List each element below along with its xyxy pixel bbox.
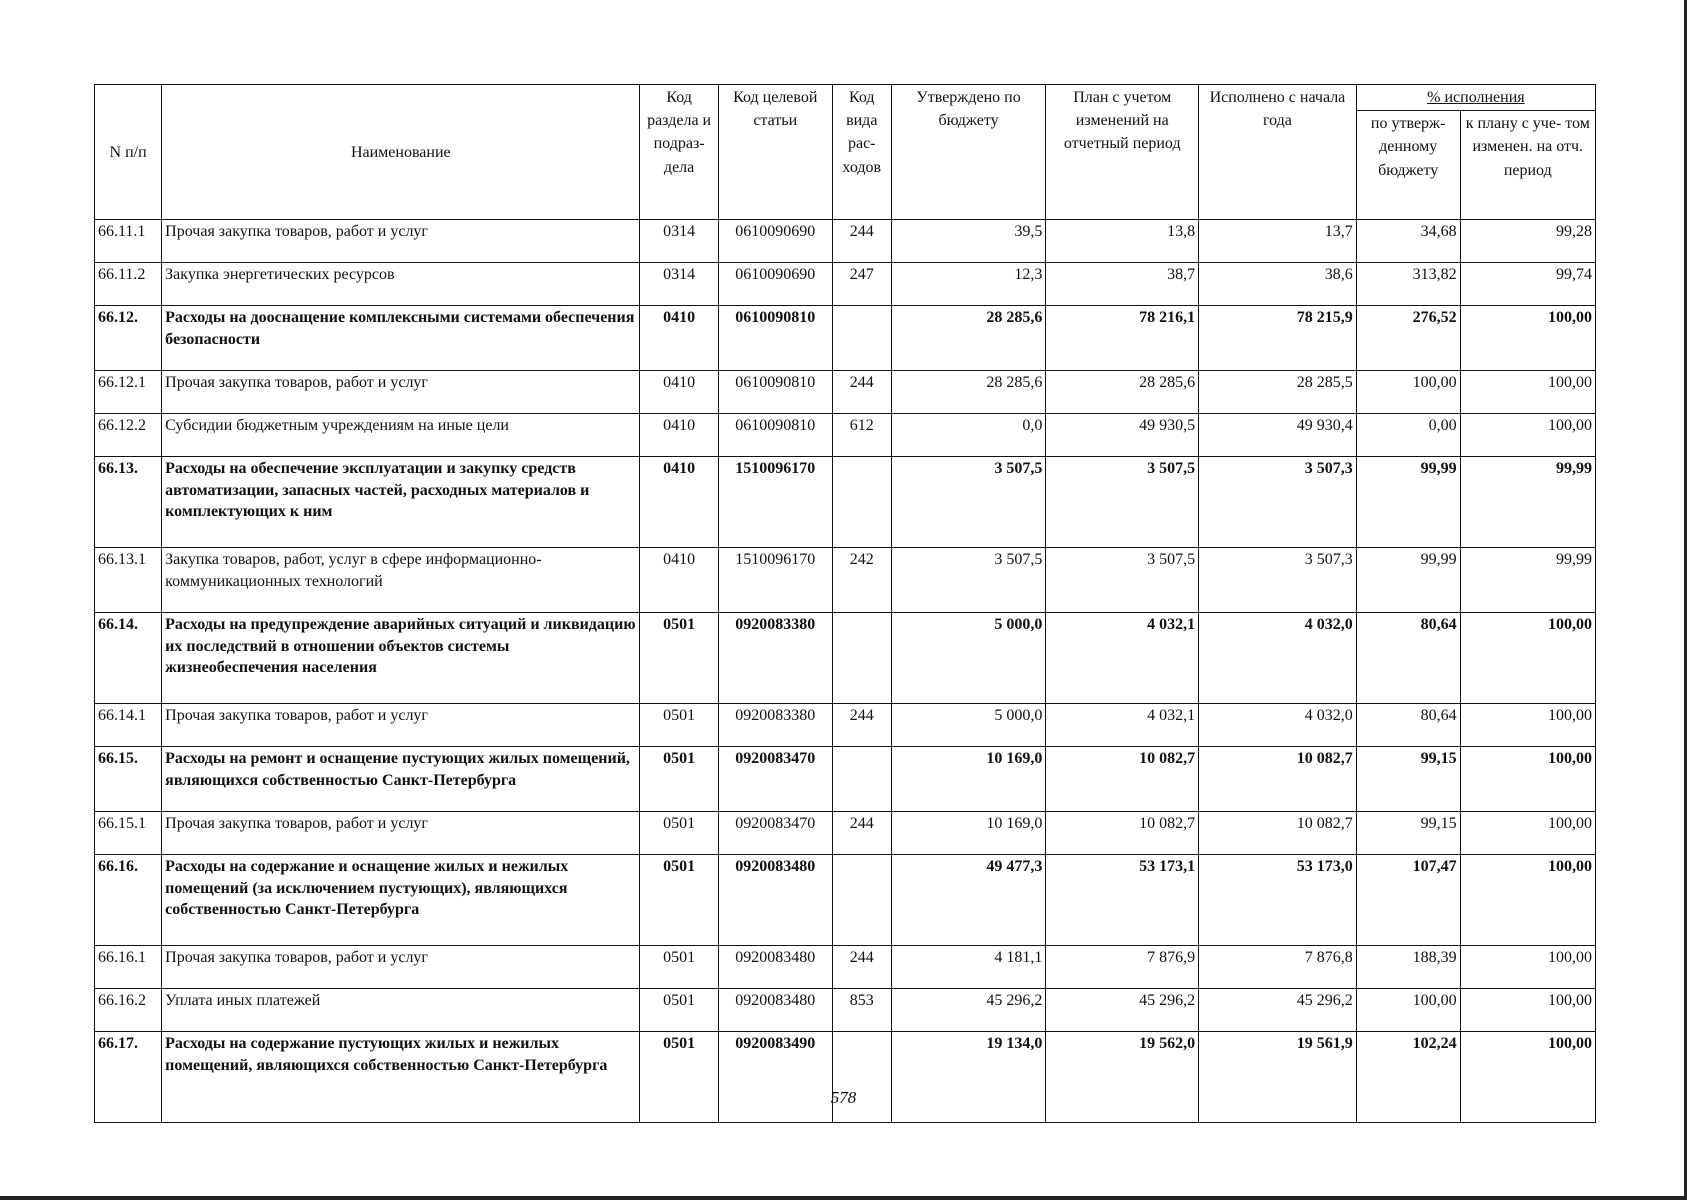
row-section-code: 0501 [640, 989, 718, 1032]
row-expense-code: 853 [832, 989, 891, 1032]
row-section-code: 0501 [640, 747, 718, 812]
row-approved: 10 169,0 [891, 747, 1046, 812]
row-plan: 38,7 [1046, 263, 1199, 306]
row-number: 66.16.2 [95, 989, 162, 1032]
row-number: 66.12. [95, 306, 162, 371]
row-section-code: 0501 [640, 613, 718, 704]
row-approved: 4 181,1 [891, 946, 1046, 989]
table-row [95, 704, 1596, 747]
row-section-code: 0314 [640, 220, 718, 263]
row-expense-code [832, 457, 891, 548]
table-row [95, 414, 1596, 457]
row-expense-code [832, 306, 891, 371]
row-section-code: 0501 [640, 812, 718, 855]
table-row [95, 263, 1596, 306]
row-number: 66.14.1 [95, 704, 162, 747]
row-plan: 4 032,1 [1046, 613, 1199, 704]
header-name: Наименование [162, 85, 640, 220]
table-row [95, 548, 1596, 613]
row-plan: 45 296,2 [1046, 989, 1199, 1032]
row-plan: 78 216,1 [1046, 306, 1199, 371]
table-row [95, 220, 1596, 263]
row-number: 66.16.1 [95, 946, 162, 989]
row-section-code: 0501 [640, 946, 718, 989]
row-number: 66.13.1 [95, 548, 162, 613]
scan-edge-bottom [0, 1196, 1687, 1200]
row-pct-budget: 0,00 [1356, 414, 1460, 457]
budget-execution-table [94, 84, 1596, 1123]
row-approved: 49 477,3 [891, 855, 1046, 946]
row-target-code: 0920083380 [718, 613, 832, 704]
row-pct-budget: 80,64 [1356, 613, 1460, 704]
row-name: Прочая закупка товаров, работ и услуг [162, 946, 640, 989]
header-expense-code: Код вида рас- ходов [832, 85, 891, 220]
row-expense-code: 244 [832, 704, 891, 747]
row-name: Расходы на содержание и оснащение жилых и нежилых помещений (за исключением пустующих), являющихся собственностью Санкт-Петербурга [162, 855, 640, 946]
row-executed: 13,7 [1199, 220, 1357, 263]
row-number: 66.15.1 [95, 812, 162, 855]
row-plan: 49 930,5 [1046, 414, 1199, 457]
header-pct-plan: к плану с уче- том изменен. на отч. период [1460, 111, 1595, 220]
row-plan: 3 507,5 [1046, 548, 1199, 613]
row-expense-code: 247 [832, 263, 891, 306]
row-approved: 39,5 [891, 220, 1046, 263]
row-pct-budget: 313,82 [1356, 263, 1460, 306]
table-row [95, 306, 1596, 371]
row-name: Расходы на содержание пустующих жилых и нежилых помещений, являющихся собственностью Санкт-Петербурга [162, 1032, 640, 1123]
row-name: Прочая закупка товаров, работ и услуг [162, 812, 640, 855]
row-pct-plan: 100,00 [1460, 1032, 1595, 1123]
row-pct-budget: 99,99 [1356, 457, 1460, 548]
row-target-code: 0920083480 [718, 855, 832, 946]
header-num: N п/п [95, 85, 162, 220]
row-approved: 3 507,5 [891, 548, 1046, 613]
row-approved: 45 296,2 [891, 989, 1046, 1032]
row-pct-plan: 100,00 [1460, 989, 1595, 1032]
header-section-code: Код раздела и подраз- дела [640, 85, 718, 220]
row-section-code: 0410 [640, 457, 718, 548]
row-executed: 3 507,3 [1199, 457, 1357, 548]
row-executed: 49 930,4 [1199, 414, 1357, 457]
table-row [95, 812, 1596, 855]
header-plan: План с учетом изменений на отчетный период [1046, 85, 1199, 220]
row-executed: 45 296,2 [1199, 989, 1357, 1032]
row-executed: 10 082,7 [1199, 812, 1357, 855]
table-row [95, 855, 1596, 946]
row-section-code: 0501 [640, 1032, 718, 1123]
row-executed: 4 032,0 [1199, 704, 1357, 747]
row-pct-budget: 102,24 [1356, 1032, 1460, 1123]
row-expense-code: 244 [832, 220, 891, 263]
table-row [95, 1032, 1596, 1123]
row-approved: 19 134,0 [891, 1032, 1046, 1123]
row-expense-code: 242 [832, 548, 891, 613]
table-row [95, 613, 1596, 704]
row-target-code: 0920083380 [718, 704, 832, 747]
row-number: 66.11.2 [95, 263, 162, 306]
row-expense-code: 244 [832, 812, 891, 855]
row-target-code: 0610090690 [718, 220, 832, 263]
row-name: Расходы на дооснащение комплексными системами обеспечения безопасности [162, 306, 640, 371]
row-target-code: 1510096170 [718, 548, 832, 613]
row-pct-plan: 100,00 [1460, 946, 1595, 989]
row-plan: 4 032,1 [1046, 704, 1199, 747]
row-executed: 28 285,5 [1199, 371, 1357, 414]
row-pct-plan: 100,00 [1460, 704, 1595, 747]
row-approved: 5 000,0 [891, 704, 1046, 747]
table-row [95, 946, 1596, 989]
row-name: Прочая закупка товаров, работ и услуг [162, 371, 640, 414]
header-executed: Исполнено с начала года [1199, 85, 1357, 220]
row-pct-budget: 34,68 [1356, 220, 1460, 263]
row-section-code: 0314 [640, 263, 718, 306]
row-executed: 3 507,3 [1199, 548, 1357, 613]
row-expense-code: 612 [832, 414, 891, 457]
row-pct-plan: 99,99 [1460, 457, 1595, 548]
row-number: 66.14. [95, 613, 162, 704]
row-section-code: 0501 [640, 704, 718, 747]
row-pct-plan: 100,00 [1460, 855, 1595, 946]
row-pct-plan: 100,00 [1460, 613, 1595, 704]
table-row [95, 457, 1596, 548]
header-pct-budget: по утверж- денному бюджету [1356, 111, 1460, 220]
page-number: 578 [830, 1088, 857, 1107]
row-pct-plan: 100,00 [1460, 414, 1595, 457]
row-name: Уплата иных платежей [162, 989, 640, 1032]
row-pct-plan: 99,74 [1460, 263, 1595, 306]
row-pct-budget: 99,15 [1356, 747, 1460, 812]
row-plan: 7 876,9 [1046, 946, 1199, 989]
row-pct-budget: 276,52 [1356, 306, 1460, 371]
row-pct-budget: 99,15 [1356, 812, 1460, 855]
row-number: 66.13. [95, 457, 162, 548]
row-approved: 28 285,6 [891, 306, 1046, 371]
row-pct-plan: 99,28 [1460, 220, 1595, 263]
row-target-code: 0920083480 [718, 989, 832, 1032]
row-target-code: 0920083480 [718, 946, 832, 989]
row-section-code: 0501 [640, 855, 718, 946]
row-pct-budget: 80,64 [1356, 704, 1460, 747]
row-number: 66.11.1 [95, 220, 162, 263]
row-section-code: 0410 [640, 548, 718, 613]
row-name: Расходы на ремонт и оснащение пустующих жилых помещений, являющихся собственностью Санкт-Петербурга [162, 747, 640, 812]
row-executed: 78 215,9 [1199, 306, 1357, 371]
row-approved: 3 507,5 [891, 457, 1046, 548]
row-name: Прочая закупка товаров, работ и услуг [162, 704, 640, 747]
row-pct-budget: 107,47 [1356, 855, 1460, 946]
row-pct-budget: 188,39 [1356, 946, 1460, 989]
row-approved: 12,3 [891, 263, 1046, 306]
header-target-code: Код целевой статьи [718, 85, 832, 220]
row-expense-code [832, 613, 891, 704]
row-number: 66.17. [95, 1032, 162, 1123]
row-name: Закупка товаров, работ, услуг в сфере информационно-коммуникационных технологий [162, 548, 640, 613]
row-target-code: 1510096170 [718, 457, 832, 548]
row-executed: 53 173,0 [1199, 855, 1357, 946]
row-name: Субсидии бюджетным учреждениям на иные цели [162, 414, 640, 457]
row-section-code: 0410 [640, 371, 718, 414]
table-row [95, 989, 1596, 1032]
row-name: Прочая закупка товаров, работ и услуг [162, 220, 640, 263]
row-pct-budget: 100,00 [1356, 989, 1460, 1032]
row-target-code: 0920083490 [718, 1032, 832, 1123]
table-row [95, 747, 1596, 812]
row-plan: 28 285,6 [1046, 371, 1199, 414]
row-expense-code [832, 1032, 891, 1123]
row-name: Расходы на обеспечение эксплуатации и закупку средств автоматизации, запасных частей, расходных материалов и комплектующих к ним [162, 457, 640, 548]
row-approved: 28 285,6 [891, 371, 1046, 414]
row-pct-plan: 99,99 [1460, 548, 1595, 613]
row-executed: 10 082,7 [1199, 747, 1357, 812]
row-section-code: 0410 [640, 414, 718, 457]
row-section-code: 0410 [640, 306, 718, 371]
table-row [95, 371, 1596, 414]
row-pct-plan: 100,00 [1460, 371, 1595, 414]
row-name: Расходы на предупреждение аварийных ситуаций и ликвидацию их последствий в отношении объектов системы жизнеобеспечения населения [162, 613, 640, 704]
row-number: 66.16. [95, 855, 162, 946]
row-target-code: 0920083470 [718, 812, 832, 855]
row-executed: 4 032,0 [1199, 613, 1357, 704]
row-target-code: 0920083470 [718, 747, 832, 812]
row-plan: 10 082,7 [1046, 747, 1199, 812]
row-approved: 10 169,0 [891, 812, 1046, 855]
row-plan: 3 507,5 [1046, 457, 1199, 548]
row-number: 66.12.1 [95, 371, 162, 414]
row-target-code: 0610090810 [718, 371, 832, 414]
row-approved: 0,0 [891, 414, 1046, 457]
row-pct-budget: 100,00 [1356, 371, 1460, 414]
row-executed: 7 876,8 [1199, 946, 1357, 989]
row-plan: 10 082,7 [1046, 812, 1199, 855]
row-pct-plan: 100,00 [1460, 747, 1595, 812]
row-expense-code [832, 855, 891, 946]
row-plan: 53 173,1 [1046, 855, 1199, 946]
row-executed: 19 561,9 [1199, 1032, 1357, 1123]
row-expense-code: 244 [832, 371, 891, 414]
row-name: Закупка энергетических ресурсов [162, 263, 640, 306]
row-target-code: 0610090810 [718, 414, 832, 457]
row-expense-code [832, 747, 891, 812]
row-executed: 38,6 [1199, 263, 1357, 306]
row-pct-plan: 100,00 [1460, 812, 1595, 855]
row-pct-budget: 99,99 [1356, 548, 1460, 613]
header-approved: Утверждено по бюджету [891, 85, 1046, 220]
row-target-code: 0610090810 [718, 306, 832, 371]
row-pct-plan: 100,00 [1460, 306, 1595, 371]
row-expense-code: 244 [832, 946, 891, 989]
row-target-code: 0610090690 [718, 263, 832, 306]
header-pct-group: % исполнения [1356, 85, 1595, 111]
row-number: 66.15. [95, 747, 162, 812]
row-plan: 13,8 [1046, 220, 1199, 263]
row-plan: 19 562,0 [1046, 1032, 1199, 1123]
row-approved: 5 000,0 [891, 613, 1046, 704]
row-number: 66.12.2 [95, 414, 162, 457]
table-body [95, 220, 1596, 1123]
